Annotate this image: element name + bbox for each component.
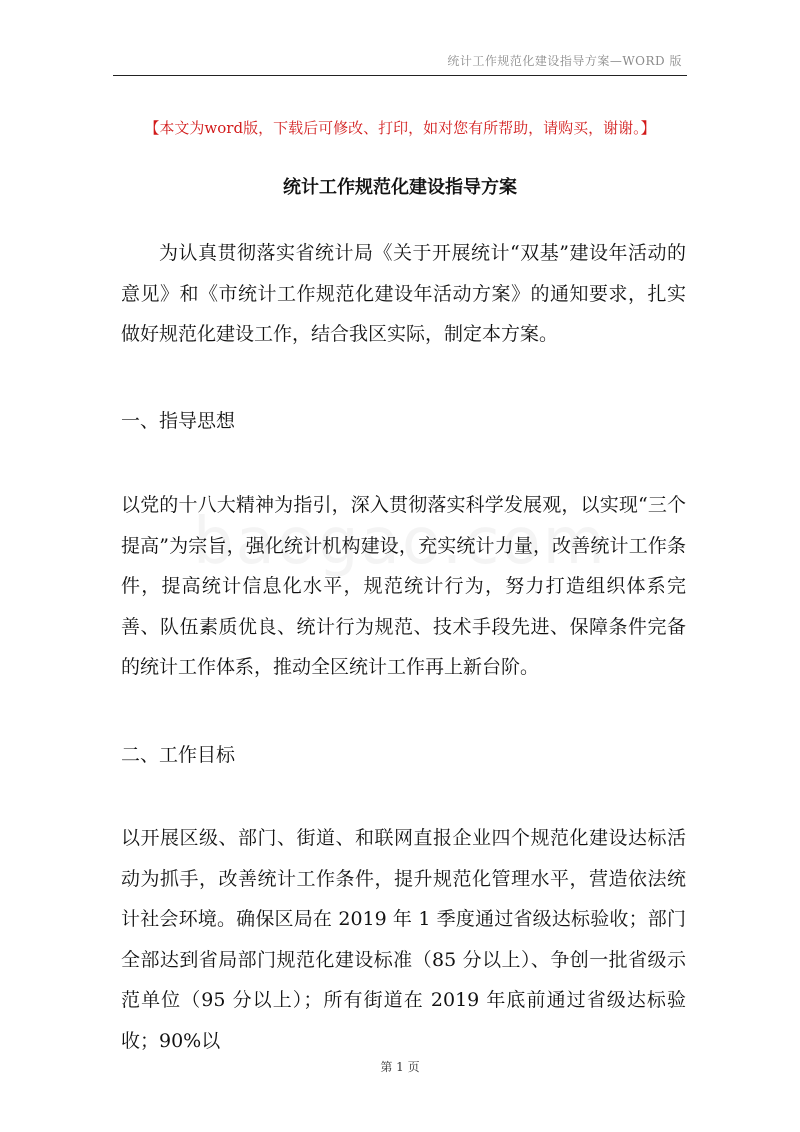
document-title: 统计工作规范化建设指导方案 (283, 177, 517, 198)
guiding-ideology-paragraph: 以党的十八大精神为指引，深入贯彻落实科学发展观，以实现“三个提高”为宗旨，强化统计机构建设，充实统计力量，改善统计工作条件，提高统计信息化水平，规范统计行为，努力打造组织体系完善、队伍素质优良、统计行为规范、技术手段先进、保障条件完备的统计工作体系，推动全区统计工作再上新台阶。 (121, 494, 686, 678)
intro-paragraph: 为认真贯彻落实省统计局《关于开展统计“双基”建设年活动的意见》和《市统计工作规范化建设年活动方案》的通知要求，扎实做好规范化建设工作，结合我区实际，制定本方案。 (121, 242, 686, 345)
running-header: 统计工作规范化建设指导方案—WORD 版 (447, 54, 682, 68)
page-number: 第 1 页 (380, 1060, 420, 1074)
section-heading-guiding-ideology: 一、指导思想 (121, 410, 236, 432)
section-heading-work-goals: 二、工作目标 (121, 744, 236, 766)
work-goals-paragraph: 以开展区级、部门、街道、和联网直报企业四个规范化建设达标活动为抓手，改善统计工作条件，提升规范化管理水平，营造依法统计社会环境。确保区局在 2019 年 1 季度通过省级达标验收；部门全部达到省局部门规范化建设标准（85 分以上）、争创一批省级示范单位（95 分以上）；所有街道在 2019 年底前通过省级达标验收；90%以 (121, 827, 686, 1052)
download-notice: 【本文为word版，下载后可修改、打印，如对您有所帮助，请购买，谢谢。】 (144, 119, 656, 137)
header-divider (113, 75, 687, 76)
